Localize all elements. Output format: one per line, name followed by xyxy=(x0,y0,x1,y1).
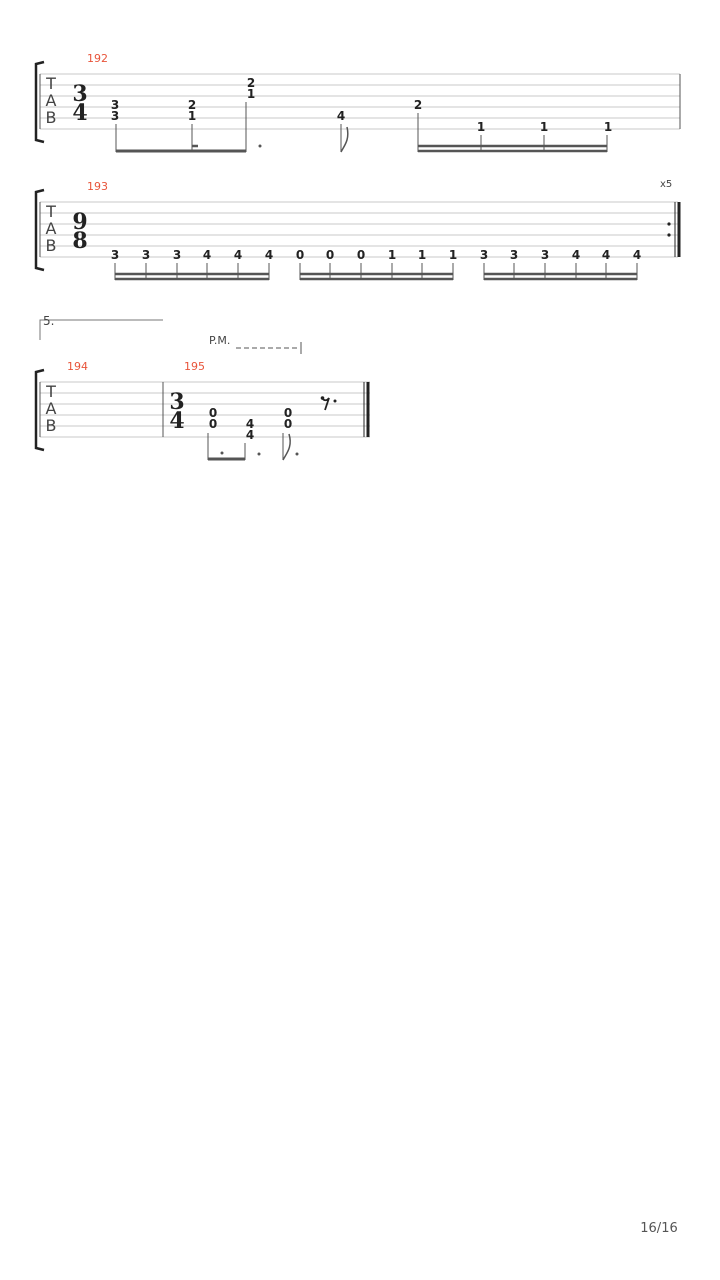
palm-mute-label: P.M. xyxy=(209,334,231,347)
repeat-dot xyxy=(667,222,670,225)
measure-number: 195 xyxy=(184,360,205,373)
measure-number: 193 xyxy=(87,180,108,193)
page-number: 16/16 xyxy=(640,1221,678,1236)
eighth-rest-dot xyxy=(321,396,325,400)
system-2 xyxy=(36,179,679,280)
note-flag xyxy=(283,434,290,460)
rhythm-notation xyxy=(208,396,337,460)
time-signature-bottom: 4 xyxy=(169,408,185,434)
clef-b: B xyxy=(45,416,57,435)
fret-number: 1 xyxy=(187,109,197,123)
fret-number: 3 xyxy=(141,248,151,262)
tab-clef xyxy=(45,202,56,255)
time-signature-top: 3 xyxy=(169,389,185,415)
fret-number: 1 xyxy=(539,120,549,134)
fret-number: 4 xyxy=(571,248,581,262)
note-flag xyxy=(341,127,348,152)
fret-number: 4 xyxy=(233,248,243,262)
fret-number: 3 xyxy=(172,248,182,262)
fret-number: 1 xyxy=(387,248,397,262)
repeat-dot xyxy=(667,233,670,236)
fret-number: 0 xyxy=(325,248,335,262)
dot xyxy=(259,145,262,148)
fret-number: 4 xyxy=(632,248,642,262)
fret-number: 1 xyxy=(417,248,427,262)
time-signature-top: 3 xyxy=(72,81,88,107)
fret-number: 0 xyxy=(283,417,293,431)
clef-t: T xyxy=(46,202,56,221)
fret-number: 1 xyxy=(246,87,256,101)
clef-a: A xyxy=(45,219,57,238)
volta-label: 5. xyxy=(43,314,55,328)
fret-number: 4 xyxy=(202,248,212,262)
volta-bracket xyxy=(40,320,163,340)
fret-number: 0 xyxy=(356,248,366,262)
time-signature xyxy=(72,81,87,126)
tab-clef xyxy=(45,382,56,435)
fret-number: 0 xyxy=(295,248,305,262)
time-signature xyxy=(169,389,184,434)
fret-number: 4 xyxy=(264,248,274,262)
repeat-count: x5 xyxy=(660,179,673,190)
note-stems xyxy=(115,263,637,280)
fret-number: 0 xyxy=(208,406,218,420)
fret-number: 3 xyxy=(509,248,519,262)
dot xyxy=(258,453,261,456)
dot xyxy=(296,453,299,456)
dot xyxy=(334,400,337,403)
measure-number: 192 xyxy=(87,52,108,65)
fret-number: 0 xyxy=(208,417,218,431)
time-signature-top: 9 xyxy=(72,209,88,235)
time-signature xyxy=(72,209,87,254)
fret-number: 1 xyxy=(476,120,486,134)
clef-a: A xyxy=(45,399,57,418)
fret-number: 1 xyxy=(448,248,458,262)
time-signature-bottom: 4 xyxy=(72,100,88,126)
fret-number: 3 xyxy=(479,248,489,262)
tab-clef xyxy=(45,74,56,127)
staff-lines xyxy=(40,74,680,129)
system-1 xyxy=(36,52,680,152)
fret-number: 3 xyxy=(110,248,120,262)
clef-t: T xyxy=(46,74,56,93)
system-3 xyxy=(36,314,370,460)
fret-numbers xyxy=(111,248,641,262)
clef-a: A xyxy=(45,91,57,110)
fret-number: 3 xyxy=(110,98,120,112)
fret-number: 2 xyxy=(413,98,423,112)
fret-number: 0 xyxy=(283,406,293,420)
fret-number: 4 xyxy=(601,248,611,262)
measure-number: 194 xyxy=(67,360,88,373)
staff-lines xyxy=(40,382,370,437)
rhythm-notation xyxy=(115,263,637,280)
fret-number: 4 xyxy=(245,417,255,431)
fret-number: 3 xyxy=(540,248,550,262)
fret-number: 2 xyxy=(187,98,197,112)
dot xyxy=(221,452,224,455)
fret-number: 1 xyxy=(603,120,613,134)
clef-t: T xyxy=(46,382,56,401)
beams xyxy=(115,274,637,279)
fret-number: 4 xyxy=(245,428,255,442)
fret-number: 4 xyxy=(336,109,346,123)
time-signature-bottom: 8 xyxy=(72,228,88,254)
clef-b: B xyxy=(45,236,57,255)
clef-b: B xyxy=(45,108,57,127)
fret-number: 2 xyxy=(246,76,256,90)
fret-number: 3 xyxy=(110,109,120,123)
